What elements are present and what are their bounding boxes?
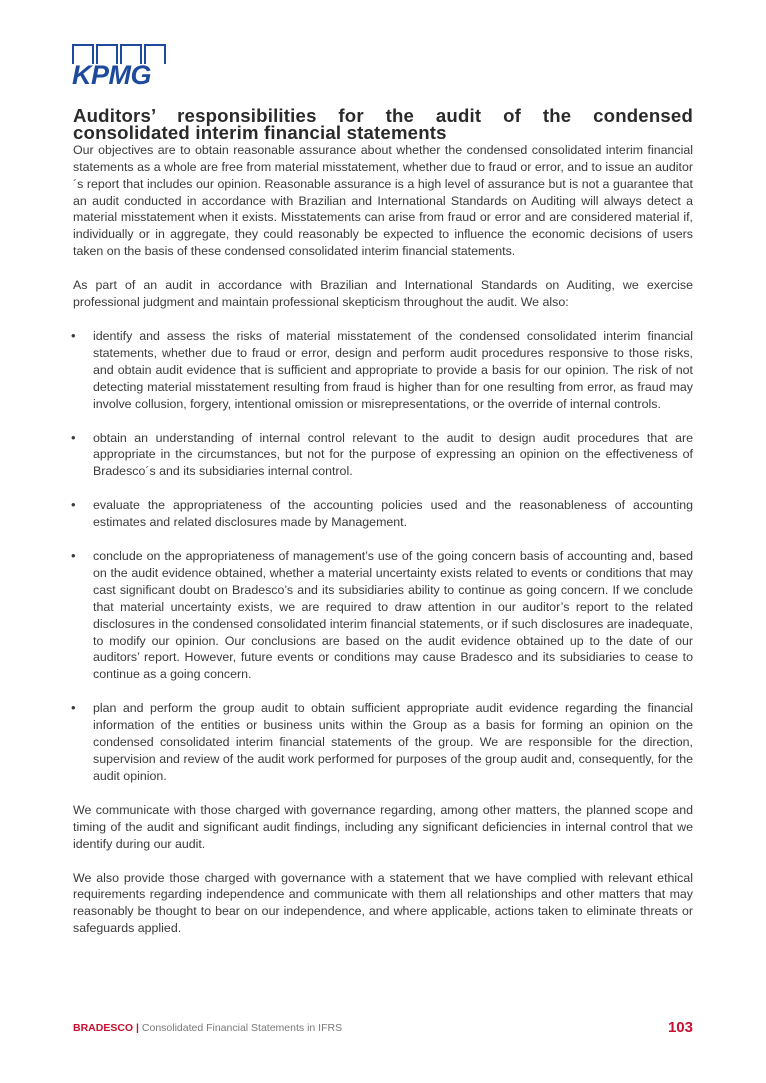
footer-title: Consolidated Financial Statements in IFRS <box>141 1022 343 1034</box>
paragraph-governance: We communicate with those charged with governance regarding, among other matters, the planned scope and timing of the audit and significant audit findings, including any significant deficiencies in internal control that we identify during our audit. <box>73 802 693 851</box>
list-item: • conclude on the appropriateness of management’s use of the going concern basis of accounting and, based on the audit evidence obtained, whether a material uncertainty exists related to events or conditions that may cast significant doubt on Bradesco’s and its subsidiaries ability to continue as going concern. If we conclude that material uncertainty exists, we are required to draw attention in our auditor’s report to the related disclosures in the condensed consolidated interim financial statements, or if such disclosures are inadequate, to modify our opinion. Our conclusions are based on the audit evidence obtained up to the date of our auditors’ report. However, future events or conditions may cause Bradesco and its subsidiaries to cease to continue as a going concern. <box>73 548 693 683</box>
page-footer <box>73 1022 693 1034</box>
responsibilities-list <box>73 328 693 785</box>
list-item: • obtain an understanding of internal control relevant to the audit to design audit procedures that are appropriate in the circumstances, but not for the purpose of expressing an opinion on the effectiveness of Bradesco´s and its subsidiaries internal control. <box>73 430 693 481</box>
list-item: • evaluate the appropriateness of the accounting policies used and the reasonableness of accounting estimates and related disclosures made by Management. <box>73 497 693 531</box>
paragraph-audit-intro: As part of an audit in accordance with Brazilian and International Standards on Auditing, we exercise professional judgment and maintain professional skepticism throughout the audit. We also: <box>73 278 693 310</box>
list-item: • plan and perform the group audit to obtain sufficient appropriate audit evidence regarding the financial information of the entities or business units within the Group as a basis for forming an opinion on the condensed consolidated interim financial statements of the group. We are responsible for the direction, supervision and review of the audit work performed for purposes of the group audit and, consequently, for the audit opinion. <box>73 700 693 785</box>
footer-brand: BRADESCO <box>73 1022 134 1034</box>
kpmg-logo <box>72 44 172 88</box>
document-body <box>73 105 693 954</box>
paragraph-independence: We also provide those charged with governance with a statement that we have complied with relevant ethical requirements regarding independence and communicate with them all relationships and other matters that may reasonably be thought to bear on our independence, and where applicable, actions taken to eliminate threats or safeguards applied. <box>73 870 693 936</box>
paragraph-objectives: Our objectives are to obtain reasonable assurance about whether the condensed consolidated interim financial statements as a whole are free from material misstatement, whether due to fraud or error, and to issue an auditor´s report that includes our opinion. Reasonable assurance is a high level of assurance but is not a guarantee that an audit conducted in accordance with Brazilian and International Standards on Auditing will always detect a material misstatement when it exists. Misstatements can arise from fraud or error and are considered material if, individually or in aggregate, they could reasonably be expected to influence the economic decisions of users taken on the basis of these condensed consolidated interim financial statements. <box>73 142 693 259</box>
list-item: • identify and assess the risks of material misstatement of the condensed consolidated interim financial statements, whether due to fraud or error, design and perform audit procedures responsive to those risks, and obtain audit evidence that is sufficient and appropriate to provide a basis for our opinion. The risk of not detecting material misstatement resulting from fraud is higher than for one resulting from error, as fraud may involve collusion, forgery, intentional omission or misrepresentations, or the override of internal controls. <box>73 328 693 413</box>
footer-separator: | <box>136 1022 139 1034</box>
section-heading: Auditors’ responsibilities for the audit of the condensed consolidated interim financial statements <box>73 105 693 143</box>
kpmg-logo-text: KPMG <box>72 60 151 90</box>
page-number: 103 <box>667 1019 693 1036</box>
